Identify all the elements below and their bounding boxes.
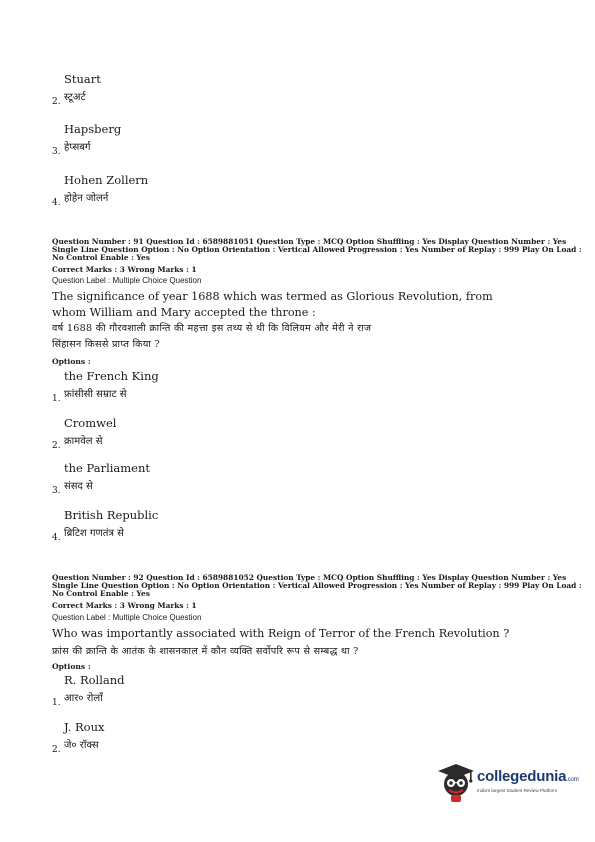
option-number: 4. [52, 198, 61, 208]
q92-question-text-hi: फ्रांस की क्रान्ति के आतंक के शासनकाल में कौन व्यक्ति सर्वोपरि रूप से सम्बद्ध था ? [52, 646, 359, 657]
q92-question-label: Question Label : Multiple Choice Question [52, 613, 202, 622]
q91-meta-line-2: Single Line Question Option : No Option Orientation : Vertical Allowed Progression : Yes Number of Replay : 999 Play On Load : [52, 245, 582, 254]
q91-question-label: Question Label : Multiple Choice Question [52, 276, 202, 285]
option-number: 1. [52, 394, 61, 404]
q92-meta-line-2: Single Line Question Option : No Option Orientation : Vertical Allowed Progression : Yes Number of Replay : 999 Play On Load : [52, 581, 582, 590]
q91-meta-line-1: Question Number : 91 Question Id : 6589881051 Question Type : MCQ Option Shuffling : Yes Display Question Number : Yes [52, 237, 567, 246]
option-text-hi: ब्रिटिश गणतंत्र से [64, 528, 124, 539]
option-number: 2. [52, 441, 61, 451]
q91-meta-line-3: No Control Enable : Yes [52, 253, 150, 262]
option-text-hi: स्टूअर्ट [64, 92, 86, 103]
option-text-en: R. Rolland [64, 673, 125, 687]
q92-marks: Correct Marks : 3 Wrong Marks : 1 [52, 601, 197, 610]
q91-question-text-hi-2: सिंहासन किससे प्राप्त किया ? [52, 339, 160, 350]
option-number: 4. [52, 533, 61, 543]
q92-options-label: Options : [52, 662, 91, 671]
option-text-hi: संसद से [64, 481, 93, 492]
option-text-hi: जे० रॉक्स [64, 740, 99, 751]
brand-tld: .com [566, 777, 579, 783]
q92-question-text-en: Who was importantly associated with Reign of Terror of the French Revolution ? [52, 627, 510, 640]
option-number: 3. [52, 486, 61, 496]
q91-options-label: Options : [52, 357, 91, 366]
q91-marks: Correct Marks : 3 Wrong Marks : 1 [52, 265, 197, 274]
q91-question-text-en-2: whom William and Mary accepted the throne : [52, 306, 316, 319]
option-number: 2. [52, 745, 61, 755]
option-text-en: the French King [64, 369, 159, 383]
q91-question-text-hi-1: वर्ष 1688 की गौरवशाली क्रान्ति की महत्ता इस तथ्य से थी कि विलियम और मेरी ने राज [52, 323, 372, 334]
q92-meta-line-3: No Control Enable : Yes [52, 589, 150, 598]
q91-question-text-en-1: The significance of year 1688 which was termed as Glorious Revolution, from [52, 290, 493, 303]
option-number: 2. [52, 97, 61, 107]
graduate-mascot-icon [437, 762, 475, 804]
brand-name [477, 768, 579, 785]
option-text-en: Hohen Zollern [64, 173, 149, 187]
option-text-en: J. Roux [64, 720, 105, 734]
option-number: 1. [52, 698, 61, 708]
option-text-en: Stuart [64, 72, 101, 86]
collegedunia-logo [437, 762, 579, 806]
option-text-en: Hapsberg [64, 122, 122, 136]
option-text-hi: होहेन जोलर्न [64, 193, 109, 204]
option-text-hi: आर० रोलाँ [64, 693, 103, 704]
option-number: 3. [52, 147, 61, 157]
option-text-hi: हेप्सबर्ग [64, 142, 91, 153]
option-text-en: British Republic [64, 508, 159, 522]
brand-tagline: India's largest Student Review Platform [477, 788, 558, 793]
option-text-hi: क्रामवेल से [64, 436, 103, 447]
option-text-en: Cromwel [64, 416, 117, 430]
option-text-en: the Parliament [64, 461, 151, 475]
brand-text: collegedunia [477, 768, 567, 785]
q92-meta-line-1: Question Number : 92 Question Id : 6589881052 Question Type : MCQ Option Shuffling : Yes Display Question Number : Yes [52, 573, 567, 582]
option-text-hi: फ्रांसीसी सम्राट से [64, 389, 127, 400]
